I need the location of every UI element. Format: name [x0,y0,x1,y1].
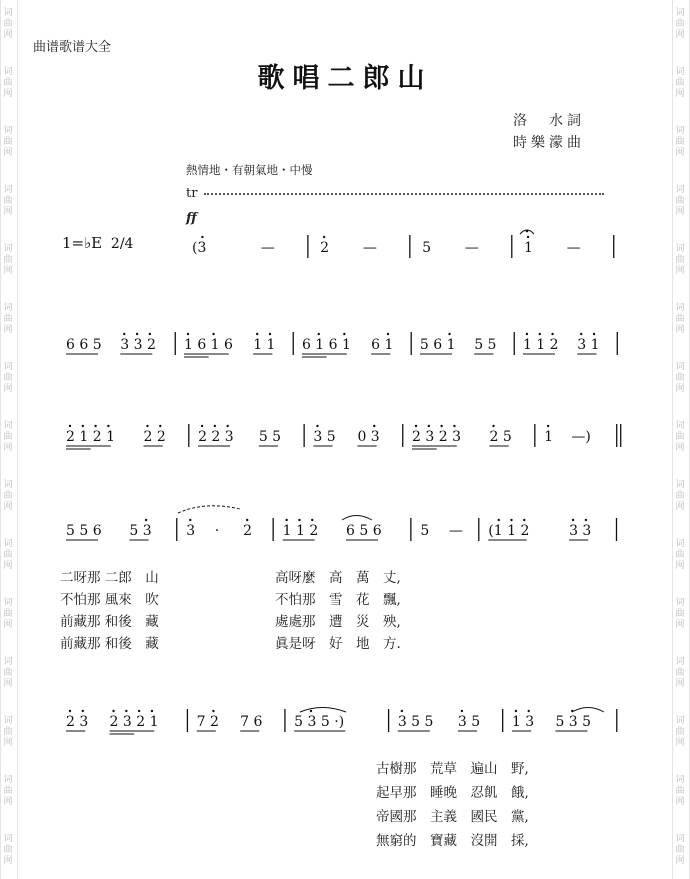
octave-dot [585,519,587,521]
octave-dot [528,710,530,712]
octave-dot [149,333,151,335]
watermark-glyph-group: 词 曲 网 [3,539,13,571]
octave-dot [201,425,203,427]
note-group: 3 3 2 [120,337,156,353]
note-group: 5 3 [129,523,152,539]
note-group: — [362,240,377,256]
note-group: 5 3 5 [555,714,592,730]
lyric-line-a: 二呀那 二郎 山 [60,570,159,586]
octave-dot [497,519,499,521]
lyric-line-c: 起早那 睡晚 忍飢 餓, [376,785,529,801]
tempo-marking: 熱情地・有朝氣地・中慢 [186,163,313,177]
note-group: 5 5 6 [66,523,102,539]
note-group: 6 6 5 [66,337,102,353]
note-group: 1 1 2 [522,337,559,353]
time-signature: 2/4 [110,236,134,252]
lyric-line-c: 無窮的 寶藏 沒開 採, [376,833,529,849]
tie-slur [300,708,346,713]
lyric-line-b: 不怕那 雪 花 飄, [275,592,401,608]
note-group: 7 2 [196,714,219,730]
watermark-glyph-group: 词 曲 网 [3,834,13,866]
octave-dot [212,710,214,712]
lyric-line-c: 帝國那 主義 國民 黨, [376,809,529,825]
octave-dot [145,519,147,521]
octave-dot [448,333,450,335]
watermark-glyph-group: 词 曲 网 [3,67,13,99]
watermark-glyph-group: 词 曲 网 [675,657,685,689]
lyric-line-b: 處處那 遭 災 殃, [275,614,401,630]
note-group: 5 3 5 ·) [294,714,345,730]
octave-dot [580,333,582,335]
octave-dot [159,425,161,427]
composer-credit: 時樂濛曲 [513,135,585,151]
octave-dot [107,425,109,427]
lyric-line-c: 古樹那 荒草 遍山 野, [376,761,529,777]
note-group: 3 5 [313,429,336,445]
note-group: — [448,523,463,539]
watermark-glyph-group: 词 曲 网 [675,598,685,630]
watermark-glyph-group: 词 曲 网 [675,362,685,394]
note-group: 1 3 [511,714,535,730]
octave-dot [285,519,287,521]
note-group: 3 5 [457,714,481,730]
octave-dot [453,425,455,427]
octave-dot [526,333,528,335]
octave-dot [593,333,595,335]
note-group: 1 [544,429,554,445]
note-group: 3 1 [577,337,600,353]
note-group: 0 3 [357,429,380,445]
octave-dot [94,425,96,427]
note-group: 2 1 2 1 [66,429,115,445]
fermata-dot [526,230,529,233]
octave-dot [316,425,318,427]
tie-slur [572,708,604,713]
note-group: 2 [320,240,330,256]
note-group: 2 5 [489,429,512,445]
note-group: 5 6 1 [419,337,456,353]
note-group: 6 1 [371,337,394,353]
note-group: 2 2 3 [198,429,234,445]
octave-dot [146,425,148,427]
watermark-glyph-group: 词 曲 网 [675,185,685,217]
note-group: 1 1 2 [282,523,319,539]
note-group: 3 5 5 [397,714,434,730]
watermark-glyph-group: 词 曲 网 [675,480,685,512]
watermark-glyph-group: 词 曲 网 [3,185,13,217]
octave-dot [373,425,375,427]
octave-dot [151,710,153,712]
lyric-line-b: 眞是呀 好 地 方. [275,636,401,652]
song-title: 歌唱二郎山 [257,63,433,94]
phrase-slur [178,506,240,513]
octave-dot [246,519,248,521]
watermark-glyph-group: 词 曲 网 [675,67,685,99]
watermark-glyph-group: 词 曲 网 [3,362,13,394]
octave-dot [387,333,389,335]
note-group: — [566,240,581,256]
tie-slur [342,516,372,521]
octave-dot [189,519,191,521]
dynamic-mark: ff [186,211,197,226]
lyric-line-a: 不怕那 風來 吹 [60,592,159,608]
octave-dot [138,710,140,712]
watermark-glyph-group: 词 曲 网 [675,8,685,40]
note-group: 1 [524,240,533,256]
watermark-glyph-group: 词 曲 网 [3,598,13,630]
octave-dot [214,425,216,427]
watermark-glyph-group: 词 曲 网 [3,775,13,807]
lyric-line-b: 高呀麼 高 萬 丈, [275,570,401,586]
watermark-glyph-group: 词 曲 网 [3,716,13,748]
note-group: 5 5 [474,337,497,353]
octave-dot [256,333,258,335]
octave-dot [539,333,541,335]
note-group: 1 1 [253,337,276,353]
octave-dot [440,425,442,427]
octave-dot [492,425,494,427]
note-group: 2 [243,523,253,539]
watermark-glyph-group: 词 曲 网 [675,775,685,807]
octave-dot [572,519,574,521]
octave-dot [323,236,325,238]
watermark-glyph-group: 词 曲 网 [675,716,685,748]
lyricist-credit: 洛 水詞 [513,113,585,129]
note-group: —) [571,429,591,445]
key-text: 1=♭E [62,234,103,252]
note-group: 6 1 6 1 [301,337,351,353]
octave-dot [226,425,228,427]
octave-dot [527,236,529,238]
octave-dot [123,333,125,335]
octave-dot [311,519,313,521]
octave-dot [82,425,84,427]
octave-dot [125,710,127,712]
octave-dot [269,333,271,335]
note-group: 2 2 [143,429,166,445]
octave-dot [136,333,138,335]
note-group: 3 3 [569,523,592,539]
watermark-glyph-group: 词 曲 网 [675,126,685,158]
watermark-glyph-group: 词 曲 网 [3,421,13,453]
note-group: — [260,240,275,256]
note-group: — [464,240,479,256]
watermark-glyph-group: 词 曲 网 [675,303,685,335]
octave-dot [461,710,463,712]
octave-dot [515,710,517,712]
octave-dot [112,710,114,712]
note-group: 2 3 2 3 [412,429,462,445]
octave-dot [547,425,549,427]
watermark-glyph-group: 词 曲 网 [3,657,13,689]
octave-dot [69,710,71,712]
octave-dot [551,333,553,335]
trill-mark: tr [186,186,198,201]
octave-dot [415,425,417,427]
octave-dot [401,710,403,712]
octave-dot [343,333,345,335]
octave-dot [318,333,320,335]
octave-dot [428,425,430,427]
octave-dot [310,710,312,712]
note-group: 7 6 [240,714,263,730]
note-group: 5 [420,523,430,539]
octave-dot [298,519,300,521]
note-group: 5 [422,240,432,256]
watermark-glyph-group: 词 曲 网 [675,421,685,453]
site-label: 曲谱歌谱大全 [33,40,112,55]
watermark-glyph-group: 词 曲 网 [3,126,13,158]
note-group: (1 1 2 [488,523,530,539]
octave-dot [69,425,71,427]
note-group: · [214,523,220,539]
lyric-line-a: 前藏那 和後 藏 [60,614,159,630]
note-group: 6 5 6 [346,523,382,539]
note-group: 3 [186,523,196,539]
octave-dot [187,333,189,335]
watermark-glyph-group: 词 曲 网 [3,303,13,335]
note-group: 5 5 [258,429,282,445]
watermark-glyph-group: 词 曲 网 [3,8,13,40]
note-group: (3 [192,240,207,256]
octave-dot [212,333,214,335]
note-group: 1 6 1 6 [183,337,233,353]
octave-dot [82,710,84,712]
lyric-line-a: 前藏那 和後 藏 [60,636,159,652]
octave-dot [201,236,203,238]
watermark-glyph-group: 词 曲 网 [3,480,13,512]
watermark-glyph-group: 词 曲 网 [3,244,13,276]
octave-dot [510,519,512,521]
octave-dot [523,519,525,521]
note-group: 2 3 [66,714,89,730]
note-group: 2 3 2 1 [109,714,159,730]
watermark-glyph-group: 词 曲 网 [675,244,685,276]
watermark-glyph-group: 词 曲 网 [675,539,685,571]
watermark-glyph-group: 词 曲 网 [675,834,685,866]
